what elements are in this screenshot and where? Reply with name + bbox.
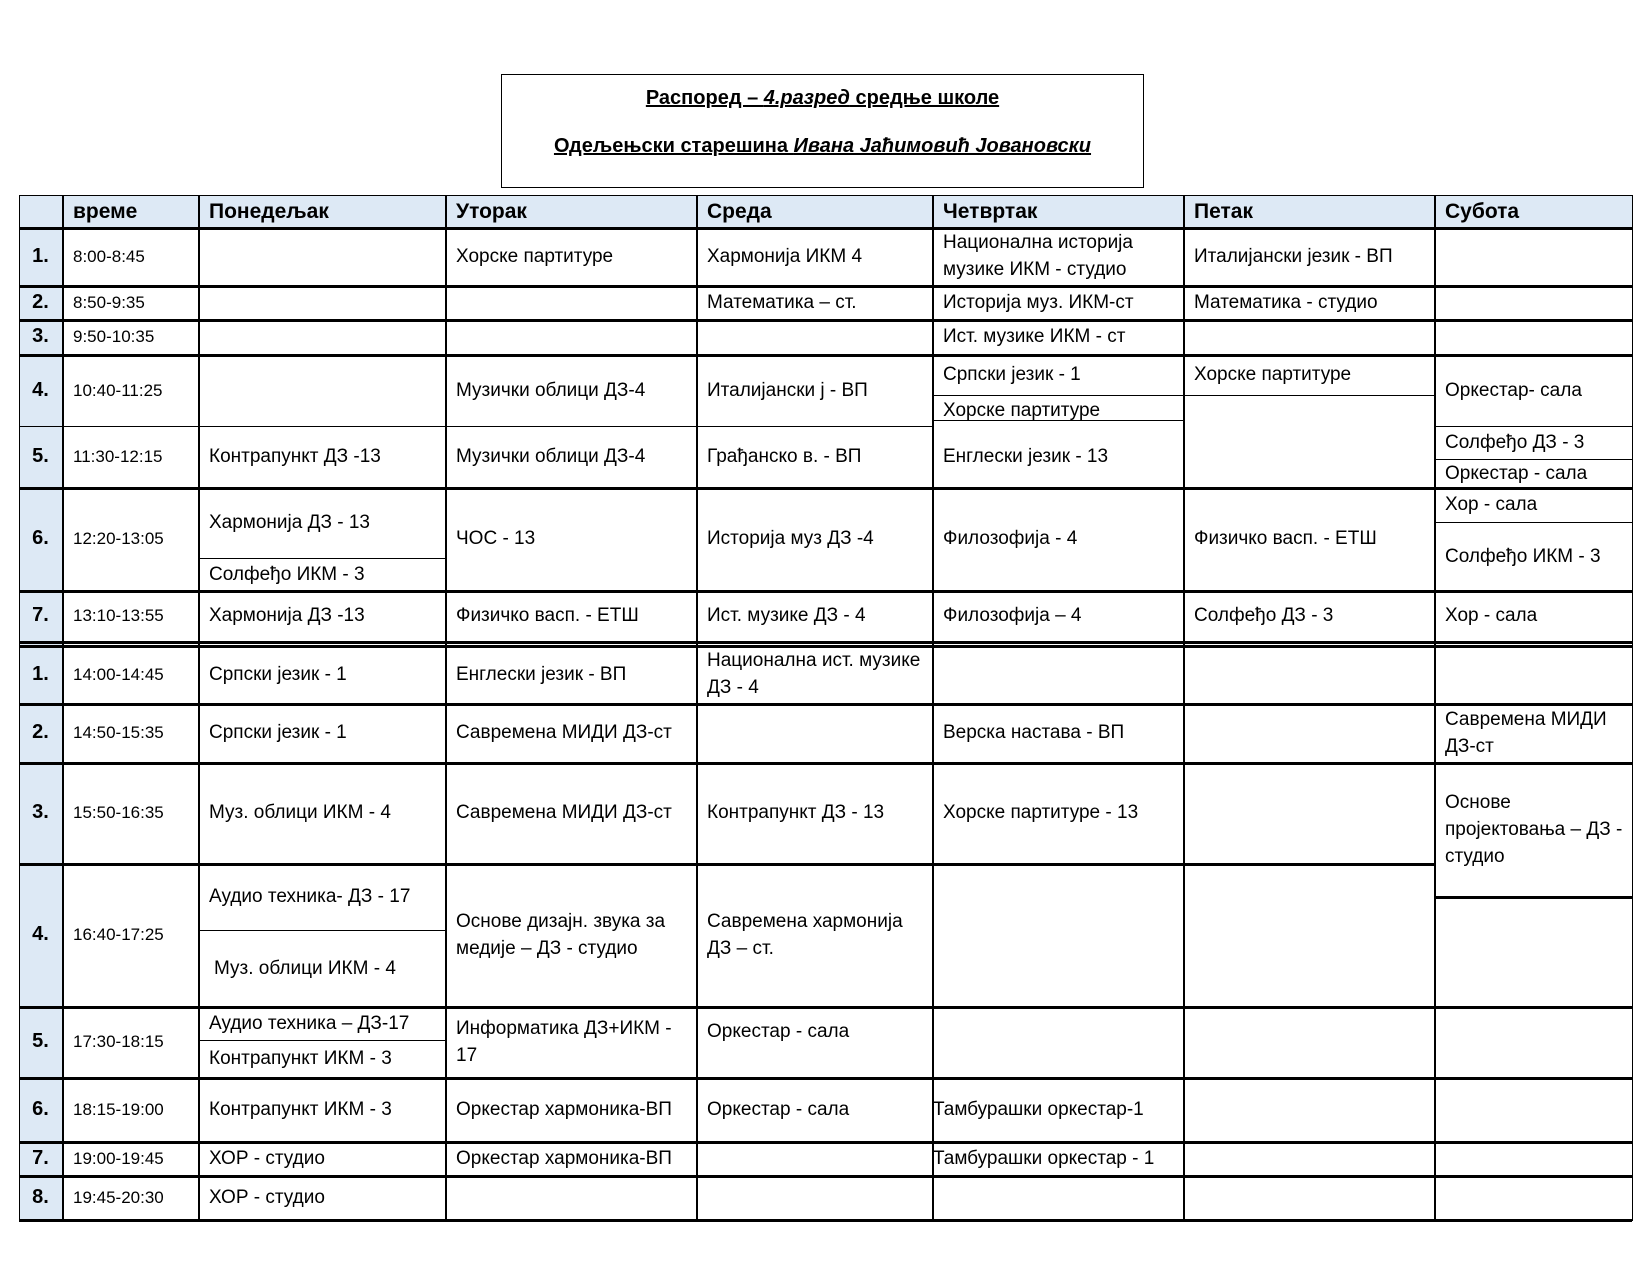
row-line [1434,522,1632,523]
schedule-entry: Филозофија - 4 [943,528,1078,549]
schedule-entry: Солфеђо ДЗ - 3 [1445,432,1585,453]
schedule-entry: Солфеђо ИКМ - 3 [1445,545,1601,567]
column-line [696,195,698,1221]
column-line [198,195,200,1221]
schedule-entry: Хармонија ДЗ -13 [209,605,365,626]
schedule-entry: Хорске партитуре - 13 [943,802,1139,823]
row-number: 2. [32,721,49,743]
schedule-entry: Оркестар - сала [1445,462,1588,484]
schedule-entry: Оркестар - сала [707,1098,850,1120]
row-line [1434,426,1632,427]
schedule-entry: Хармонија ИКМ 4 [707,245,863,267]
schedule-entry: Физичко васп. - ЕТШ [1194,528,1377,549]
schedule-entry: Српски језик - 1 [209,722,347,743]
schedule-entry: Тамбурашки оркестар-1 [933,1098,1144,1120]
row-line [198,1040,445,1041]
row-line [19,703,1632,706]
row-number: 8. [32,1185,49,1208]
schedule-entry: Српски језик - 1 [943,364,1081,385]
row-time: 13:10-13:55 [73,606,164,625]
schedule-entry: Италијански језик - ВП [1194,245,1393,267]
row-line [19,227,1632,230]
schedule-entry: Хармонија ДЗ - 13 [209,512,370,533]
row-line [19,426,932,427]
row-time: 16:40-17:25 [73,925,164,944]
schedule-entry: Музички облици ДЗ-4 [456,446,646,467]
row-line [19,1175,1632,1178]
row-line [1183,395,1434,396]
row-time: 8:00-8:45 [73,246,145,266]
header-day: Среда [707,199,772,223]
row-time: 18:15-19:00 [73,1099,164,1119]
schedule-entry: ХОР - студио [209,1186,325,1208]
row-line [19,863,1434,866]
schedule-entry: Савремена МИДИ ДЗ-ст [456,722,672,743]
schedule-entry: Тамбурашки оркестар - 1 [933,1147,1155,1169]
row-line [1434,459,1632,460]
row-line [19,641,1632,644]
schedule-entry: Математика - студио [1194,291,1378,313]
schedule-entry: Ист. музике ДЗ - 4 [707,605,866,626]
schedule-entry: Аудио техника- ДЗ - 17 [209,886,411,907]
row-line [19,354,1632,357]
schedule-entry: Солфеђо ДЗ - 3 [1194,605,1334,626]
schedule-entry: ХОР - студио [209,1147,325,1169]
row-number: 5. [32,445,49,467]
schedule-entry: Национална ист. музике ДЗ - 4 [707,650,921,698]
schedule-entry: Контрапункт ДЗ - 13 [707,802,885,823]
schedule-entry: Контрапункт ДЗ -13 [209,446,381,467]
column-line [932,195,934,1221]
row-line [198,930,445,931]
row-time: 11:30-12:15 [73,447,163,466]
row-number: 3. [32,325,49,347]
row-number: 7. [32,604,49,626]
row-number: 4. [32,923,49,945]
schedule-title: Распоред – 4.разред средње школе [645,87,1000,109]
header-day: Субота [1445,199,1520,223]
schedule-entry: Савремена хармонија ДЗ – ст. [707,910,903,959]
row-line [932,395,1183,396]
schedule-entry: Муз. облици ИКМ - 4 [209,802,391,823]
row-number: 2. [32,290,49,313]
schedule-entry: Савремена МИДИ ДЗ-ст [1445,708,1607,757]
row-line [19,1141,1632,1144]
schedule-entry: Српски језик - 1 [209,663,347,685]
header-day: Понедељак [209,199,329,223]
schedule-entry: Хорске партитуре [456,245,614,267]
row-time: 12:20-13:05 [73,529,164,548]
column-line [1632,195,1633,1221]
schedule-entry: Основе пројектовања – ДЗ - студио [1445,791,1623,867]
schedule-entry: Контрапункт ИКМ - 3 [209,1048,392,1069]
row-time: 14:50-15:35 [73,723,164,742]
row-time: 19:45-20:30 [73,1187,164,1207]
header-day: Уторак [456,199,527,223]
row-line [19,319,1632,322]
row-line [19,1006,1632,1009]
row-number: 1. [32,244,49,267]
schedule-entry: Енглески језик - ВП [456,663,627,685]
row-number: 1. [32,662,49,685]
column-line [445,195,447,1221]
schedule-entry: Историја муз ДЗ -4 [707,528,874,549]
schedule-entry: Оркестар хармоника-ВП [456,1098,672,1120]
schedule-entry: Савремена МИДИ ДЗ-ст [456,802,672,823]
schedule-entry: Историја муз. ИКМ-ст [943,291,1134,313]
row-line [19,195,1632,196]
schedule-entry: Енглески језик - 13 [943,446,1109,467]
column-line [1183,195,1185,1221]
row-line [19,1077,1632,1080]
header-day: Четвртак [943,199,1038,223]
class-teacher: Одељењски старешина Ивана Јаћимовић Јовановски [553,135,1092,157]
row-line [19,285,1632,288]
row-time: 15:50-16:35 [73,803,164,822]
row-time: 10:40-11:25 [73,380,163,400]
schedule-entry: Хор - сала [1445,605,1538,626]
row-line [19,762,1632,765]
row-line [19,645,1632,648]
column-line [19,195,20,1221]
schedule-entry: Национална историја музике ИКМ - студио [943,232,1133,280]
header-day: Петак [1194,199,1253,223]
column-line [62,195,64,1221]
row-number: 3. [32,801,49,823]
row-number: 6. [32,1097,49,1120]
schedule-entry: Оркестар- сала [1445,379,1582,401]
schedule-entry: Контрапункт ИКМ - 3 [209,1098,392,1120]
schedule-entry: Грађанско в. - ВП [707,446,862,467]
row-line [19,590,1632,593]
schedule-entry: Аудио техника – ДЗ-17 [209,1012,410,1034]
schedule-entry: Оркестар - сала [707,1021,850,1042]
schedule-entry: Основе дизајн. звука за медије – ДЗ - студио [456,910,666,959]
schedule-entry: Оркестар хармоника-ВП [456,1147,672,1169]
row-time: 17:30-18:15 [73,1032,164,1051]
schedule-entry: Хорске партитуре [943,400,1101,421]
schedule-entry: Физичко васп. - ЕТШ [456,605,639,626]
row-line [932,420,1183,421]
schedule-entry: Солфеђо ИКМ - 3 [209,563,365,585]
schedule-entry: Верска настава - ВП [943,722,1125,743]
schedule-entry: Музички облици ДЗ-4 [456,379,646,401]
schedule-entry: Хорске партитуре [1194,364,1352,385]
row-line [198,558,445,559]
row-time: 19:00-19:45 [73,1148,164,1168]
schedule-entry: Муз. облици ИКМ - 4 [214,957,396,979]
row-number: 6. [32,527,49,549]
row-number: 7. [32,1146,49,1169]
row-line [19,1219,1632,1222]
schedule-entry: Информатика ДЗ+ИКМ - 17 [456,1017,672,1066]
row-time: 9:50-10:35 [73,327,155,346]
row-line [1434,896,1632,899]
schedule-entry: Математика – ст. [707,291,857,313]
header-time: време [73,199,138,223]
row-time: 8:50-9:35 [73,292,145,312]
row-time: 14:00-14:45 [73,664,164,684]
schedule-entry: Италијански ј - ВП [707,379,868,401]
row-line [19,487,1632,490]
schedule-entry: ЧОС - 13 [456,528,536,549]
schedule-entry: Ист. музике ИКМ - ст [943,326,1126,347]
row-number: 5. [32,1030,49,1052]
row-number: 4. [32,378,49,401]
column-line [1434,195,1436,1221]
schedule-entry: Филозофија – 4 [943,605,1082,626]
schedule-entry: Хор - сала [1445,494,1538,515]
